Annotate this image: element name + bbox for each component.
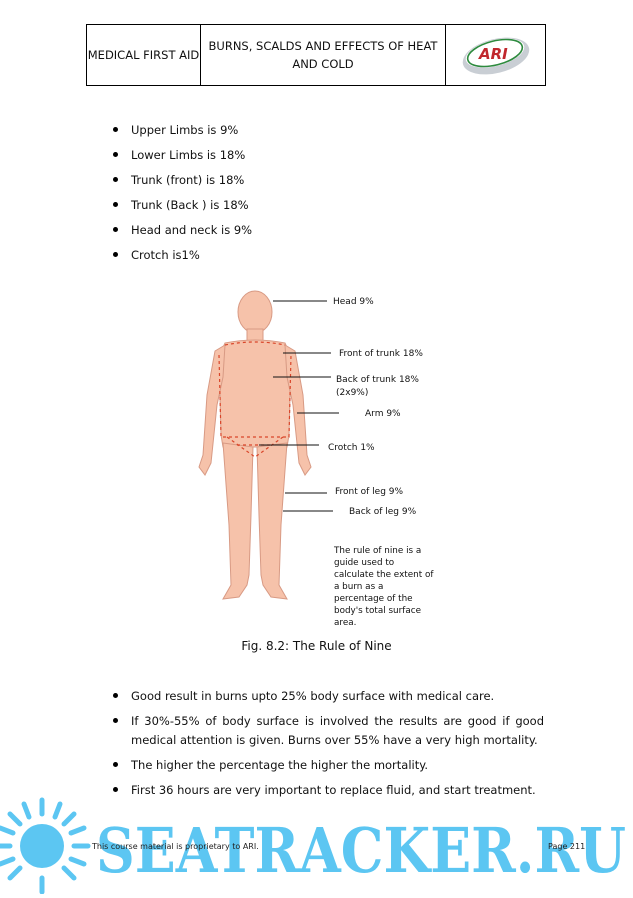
rule-of-nine-figure bbox=[195, 285, 445, 630]
label-head: Head 9% bbox=[333, 297, 374, 307]
page-header bbox=[86, 24, 546, 86]
label-front-leg: Front of leg 9% bbox=[335, 487, 404, 497]
label-arm: Arm 9% bbox=[365, 409, 401, 419]
list-item: Lower Limbs is 18% bbox=[111, 146, 252, 171]
list-item: First 36 hours are very important to replace fluid, and start treatment. bbox=[111, 781, 544, 800]
list-item: The higher the percentage the higher the mortality. bbox=[111, 756, 544, 775]
list-item: Good result in burns upto 25% body surface with medical care. bbox=[111, 687, 544, 706]
header-chapter-title: BURNS, SCALDS AND EFFECTS OF HEAT AND COLD bbox=[201, 25, 446, 85]
note-line: area. bbox=[334, 618, 357, 628]
label-crotch: Crotch 1% bbox=[328, 443, 375, 453]
label-back-trunk-2: (2x9%) bbox=[336, 388, 369, 398]
footer-proprietary: This course material is proprietary to ARI. bbox=[92, 842, 259, 851]
list-item: Head and neck is 9% bbox=[111, 221, 252, 246]
watermark-text: SEATRACKER.RU bbox=[96, 814, 626, 887]
sun-icon bbox=[0, 800, 88, 892]
list-item: Trunk (front) is 18% bbox=[111, 171, 252, 196]
note-line: a burn as a bbox=[334, 582, 384, 592]
ari-logo bbox=[446, 25, 545, 85]
figure-caption: Fig. 8.2: The Rule of Nine bbox=[241, 639, 392, 653]
label-back-trunk: Back of trunk 18% bbox=[336, 375, 419, 385]
list-item: Trunk (Back ) is 18% bbox=[111, 196, 252, 221]
footer-page-number: Page 211 bbox=[548, 842, 586, 851]
rule-note bbox=[333, 546, 434, 628]
note-line: calculate the extent of bbox=[334, 570, 434, 580]
list-item: Crotch is1% bbox=[111, 246, 252, 271]
label-back-leg: Back of leg 9% bbox=[349, 507, 417, 517]
header-subject: MEDICAL FIRST AID bbox=[87, 25, 201, 85]
body-percentage-list bbox=[111, 121, 252, 271]
note-line: percentage of the bbox=[334, 594, 413, 604]
note-line: body's total surface bbox=[334, 606, 421, 616]
logo-text: ARI bbox=[478, 45, 508, 63]
list-item: If 30%-55% of body surface is involved the results are good if good medical attention is given. Burns over 55% have a very high mortality. bbox=[111, 712, 544, 750]
note-line: The rule of nine is a bbox=[334, 546, 422, 556]
label-front-trunk: Front of trunk 18% bbox=[339, 349, 423, 359]
list-item: Upper Limbs is 9% bbox=[111, 121, 252, 146]
note-line: guide used to bbox=[334, 558, 395, 568]
burn-outcome-list bbox=[111, 687, 544, 806]
